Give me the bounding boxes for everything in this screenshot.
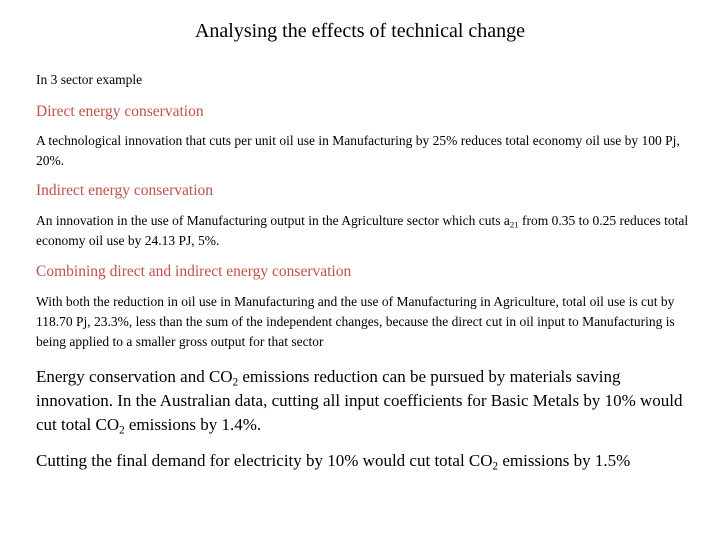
indirect-text-part1: An innovation in the use of Manufacturing output in the Agriculture sector which cuts a — [36, 213, 510, 228]
intro-text: In 3 sector example — [36, 72, 143, 87]
section-heading-direct: Direct energy conservation — [36, 103, 204, 120]
section-body-direct: A technological innovation that cuts per unit oil use in Manufacturing by 25% reduces total economy oil use by 100 Pj, 20%. — [36, 133, 680, 168]
section-heading-combined: Combining direct and indirect energy conservation — [36, 263, 352, 280]
materials-text-part1: Energy conservation and CO — [36, 367, 233, 386]
indirect-text-part2: from 0.35 to 0.25 reduces total economy oil use by 24.13 PJ, 5%. — [36, 213, 689, 248]
electricity-text-part1: Cutting the final demand for electricity by 10% would cut total CO — [36, 451, 493, 470]
materials-text-part3: emissions by 1.4%. — [124, 415, 262, 434]
coefficient-subscript: 21 — [509, 219, 519, 230]
section-body-combined: With both the reduction in oil use in Manufacturing and the use of Manufacturing in Agriculture, total oil use is cut by 118.70 Pj, 23.3%, less than the sum of the independent changes, because the direct cut in oil input to Manufacturing is being applied to a smaller gross output for that sector — [36, 294, 675, 349]
paragraph-materials-saving — [36, 365, 696, 437]
slide-title: Analysing the effects of technical change — [194, 20, 526, 42]
section-heading-indirect: Indirect energy conservation — [36, 182, 214, 199]
section-body-indirect — [36, 211, 696, 251]
materials-text-part2: emissions reduction can be pursued by materials saving innovation. In the Australian data, cutting all input coefficients for Basic Metals by 10% would cut total CO — [36, 367, 683, 434]
co2-subscript: 2 — [232, 376, 239, 389]
co2-subscript: 2 — [492, 460, 499, 473]
paragraph-electricity — [36, 449, 696, 473]
electricity-text-part2: emissions by 1.5% — [498, 451, 631, 470]
co2-subscript: 2 — [119, 424, 125, 437]
